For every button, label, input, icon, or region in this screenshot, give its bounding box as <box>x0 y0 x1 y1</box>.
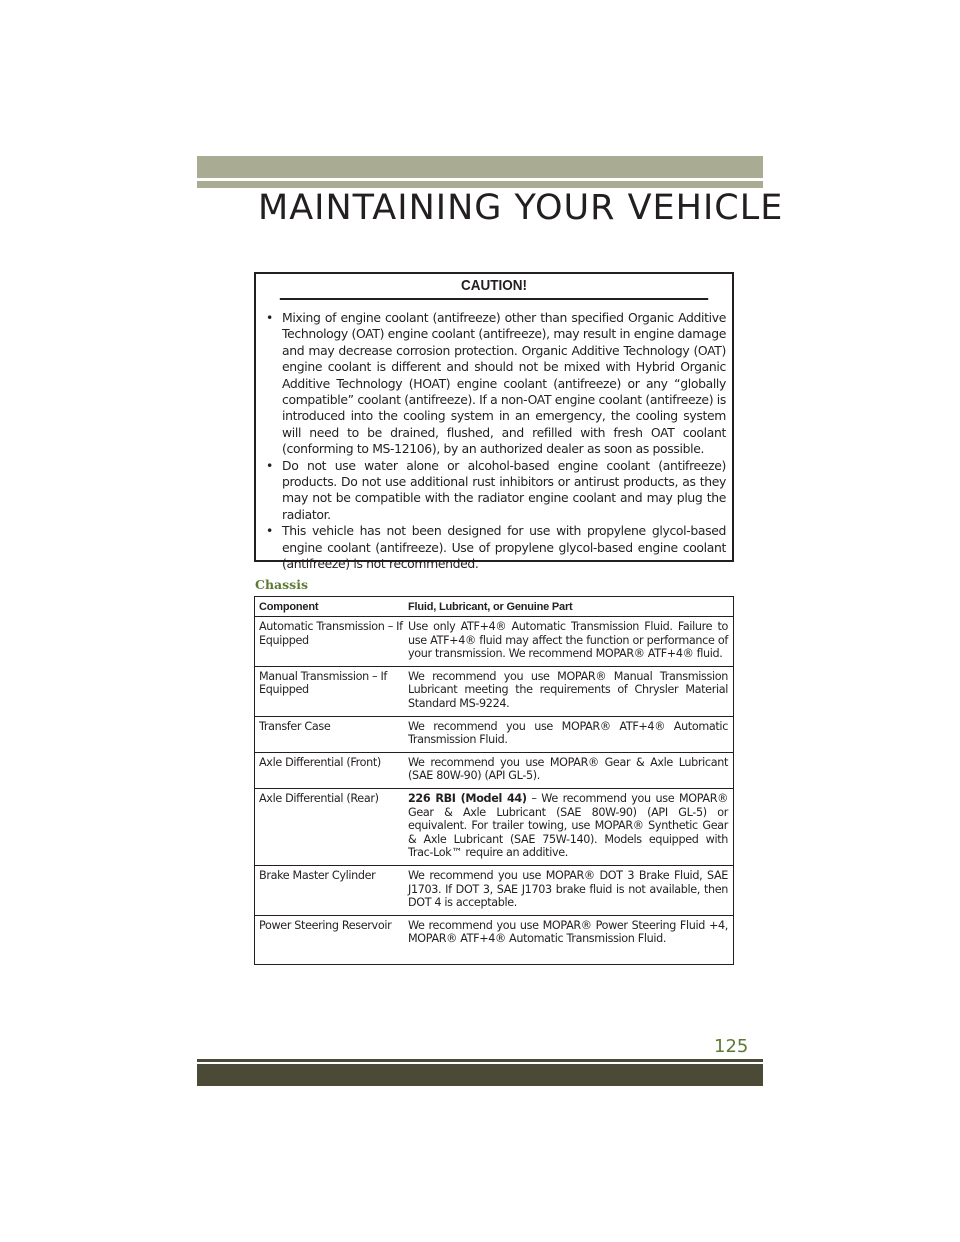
table-row <box>255 617 734 667</box>
caution-box <box>254 272 734 572</box>
column-header-component: Component <box>255 597 405 617</box>
component-cell: Brake Master Cylinder <box>255 865 405 915</box>
bullet-icon: • <box>266 457 273 473</box>
page-number: 125 <box>714 1036 749 1057</box>
caution-item-text: This vehicle has not been designed for use with propylene glycol-based engine coolant (antifreeze). Use of propylene glycol-based engine coolant (antifreeze) is not recommended. <box>282 523 726 572</box>
component-cell: Axle Differential (Rear) <box>255 788 405 865</box>
table-row <box>255 666 734 716</box>
fluid-cell: We recommend you use MOPAR® Power Steering Fluid +4, MOPAR® ATF+4® Automatic Transmission Fluid. <box>404 915 734 964</box>
caution-item-text: Mixing of engine coolant (antifreeze) other than specified Organic Additive Technology (OAT) engine coolant (antifreeze), may result in engine damage and may decrease corrosion protection. Organic Additive Technology (OAT) engine coolant is different and should not be mixed with Hybrid Organic Additive Technology (HOAT) engine coolant (antifreeze) or any “globally compatible” coolant (antifreeze). If a non-OAT engine coolant (antifreeze) is introduced into the cooling system in an emergency, the cooling system will need to be drained, flushed, and refilled with fresh OAT coolant (conforming to MS-12106), by an authorized dealer as soon as possible. <box>282 310 726 457</box>
table-row <box>255 752 734 788</box>
table-row <box>255 788 734 865</box>
component-cell: Manual Transmission – If Equipped <box>255 666 405 716</box>
model-label: 226 RBI (Model 44) <box>408 791 527 805</box>
fluid-cell: We recommend you use MOPAR® DOT 3 Brake Fluid, SAE J1703. If DOT 3, SAE J1703 brake fluid is not available, then DOT 4 is acceptable. <box>404 865 734 915</box>
table-row <box>255 865 734 915</box>
caution-list <box>256 300 732 573</box>
chassis-table <box>254 596 734 965</box>
table-header-row <box>255 597 734 617</box>
fluid-cell: We recommend you use MOPAR® Manual Transmission Lubricant meeting the requirements of Chrysler Material Standard MS-9224. <box>404 666 734 716</box>
column-header-fluid: Fluid, Lubricant, or Genuine Part <box>404 597 734 617</box>
caution-item <box>256 310 726 458</box>
caution-item-text: Do not use water alone or alcohol-based engine coolant (antifreeze) products. Do not use additional rust inhibitors or antirust products, as they may not be compatible with the radiator engine coolant and may plug the radiator. <box>282 457 726 522</box>
component-cell: Axle Differential (Front) <box>255 752 405 788</box>
bullet-icon: • <box>266 523 273 539</box>
footer-rule <box>197 1059 763 1062</box>
header-rule <box>197 181 763 188</box>
table-row <box>255 915 734 964</box>
caution-title: CAUTION! <box>280 274 708 300</box>
bullet-icon: • <box>266 310 273 325</box>
chassis-heading: Chassis <box>255 577 308 592</box>
fluid-cell: Use only ATF+4® Automatic Transmission Fluid. Failure to use ATF+4® fluid may affect the function or performance of your transmission. We recommend MOPAR® ATF+4® fluid. <box>404 617 734 667</box>
section-title: MAINTAINING YOUR VEHICLE <box>258 188 784 228</box>
fluid-text: – We recommend you use MOPAR® Gear & Axle Lubricant (SAE 80W-90) (API GL-5) or equivalent. For trailer towing, use MOPAR® Synthetic Gear & Axle Lubricant (SAE 75W-140). Models equipped with Trac-Lok™ require an additive. <box>408 791 728 860</box>
caution-item <box>256 458 726 524</box>
fluid-cell <box>404 788 734 865</box>
component-cell: Power Steering Reservoir <box>255 915 405 964</box>
fluid-cell: We recommend you use MOPAR® ATF+4® Automatic Transmission Fluid. <box>404 716 734 752</box>
caution-item <box>256 523 726 572</box>
fluid-cell: We recommend you use MOPAR® Gear & Axle Lubricant (SAE 80W-90) (API GL-5). <box>404 752 734 788</box>
footer-band <box>197 1064 763 1086</box>
header-band <box>197 156 763 178</box>
component-cell: Automatic Transmission – If Equipped <box>255 617 405 667</box>
table-row <box>255 716 734 752</box>
component-cell: Transfer Case <box>255 716 405 752</box>
